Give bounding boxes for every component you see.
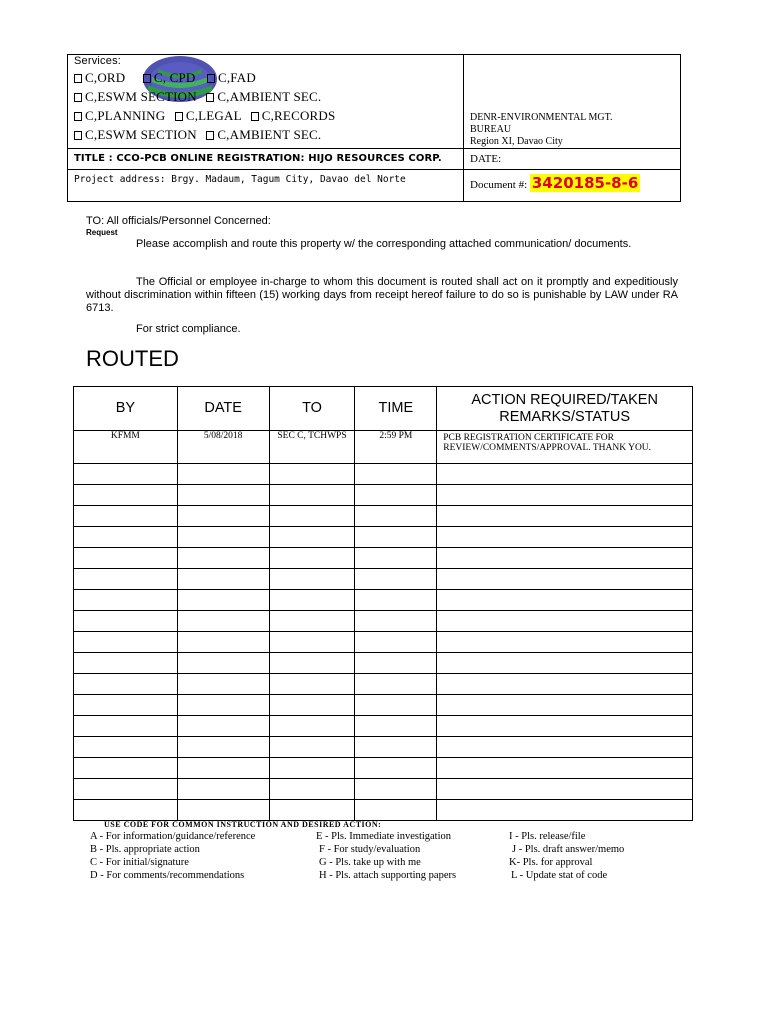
cell-action: PCB REGISTRATION CERTIFICATE FOR REVIEW/COMMENTS/APPROVAL. THANK YOU. [437, 431, 693, 464]
codes-heading: USE CODE FOR COMMON INSTRUCTION AND DESIRED ACTION: [104, 820, 382, 829]
checkbox-icon[interactable] [74, 93, 82, 102]
checkbox-c-ambient-sec[interactable]: C,AMBIENT SEC. [206, 89, 321, 104]
cell-time: 2:59 PM [355, 431, 437, 464]
table-row [74, 569, 693, 590]
table-cell-empty[interactable] [177, 695, 269, 716]
table-cell-empty[interactable] [355, 674, 437, 695]
table-cell-empty[interactable] [269, 611, 355, 632]
table-row [74, 737, 693, 758]
table-cell-empty[interactable] [269, 737, 355, 758]
table-cell-empty[interactable] [74, 464, 178, 485]
table-cell-empty[interactable] [74, 569, 178, 590]
code-e: E - Pls. Immediate investigation [316, 831, 452, 842]
table-row [74, 653, 693, 674]
table-cell-empty[interactable] [355, 506, 437, 527]
table-cell-empty[interactable] [269, 485, 355, 506]
table-cell-empty[interactable] [437, 695, 693, 716]
checkbox-icon[interactable] [74, 131, 82, 140]
table-cell-empty[interactable] [177, 485, 269, 506]
project-address: Project address: Brgy. Madaum, Tagum City, Davao del Norte [74, 174, 406, 185]
table-row [74, 674, 693, 695]
table-row [74, 464, 693, 485]
code-d: D - For comments/recommendations [90, 870, 245, 881]
codes-column-2 [316, 830, 456, 882]
date-label: DATE: [470, 153, 502, 165]
table-cell-empty[interactable] [355, 695, 437, 716]
table-row [74, 527, 693, 548]
table-cell-empty[interactable] [74, 695, 178, 716]
checkbox-icon[interactable] [207, 74, 215, 83]
table-cell-empty[interactable] [437, 569, 693, 590]
header-divider-vertical [463, 54, 464, 202]
table-cell-empty[interactable] [74, 548, 178, 569]
checkbox-icon[interactable] [74, 74, 82, 83]
table-cell-empty[interactable] [437, 716, 693, 737]
table-cell-empty[interactable] [74, 737, 178, 758]
checkbox-c-records[interactable]: C,RECORDS [251, 108, 336, 123]
table-cell-empty[interactable] [355, 548, 437, 569]
table-cell-empty[interactable] [177, 506, 269, 527]
table-cell-empty[interactable] [177, 611, 269, 632]
table-cell-empty[interactable] [269, 548, 355, 569]
table-cell-empty[interactable] [177, 737, 269, 758]
table-cell-empty[interactable] [437, 800, 693, 821]
table-row [74, 548, 693, 569]
table-cell-empty[interactable] [355, 527, 437, 548]
table-cell-empty[interactable] [269, 506, 355, 527]
table-cell-empty[interactable] [437, 632, 693, 653]
routed-heading: ROUTED [86, 346, 179, 371]
table-row [74, 779, 693, 800]
table-cell-empty[interactable] [177, 653, 269, 674]
checkbox-icon[interactable] [175, 112, 183, 121]
header-to: TO [269, 387, 355, 431]
table-cell-empty[interactable] [437, 548, 693, 569]
bureau-name-line1: DENR-ENVIRONMENTAL MGT. [470, 112, 613, 123]
table-cell-empty[interactable] [437, 611, 693, 632]
code-k: K- Pls. for approval [509, 857, 593, 868]
code-a: A - For information/guidance/reference [90, 831, 256, 842]
code-f: F - For study/evaluation [319, 844, 421, 855]
table-cell-empty[interactable] [355, 653, 437, 674]
table-cell-empty[interactable] [269, 716, 355, 737]
checkbox-c-ambient-sec-2[interactable]: C,AMBIENT SEC. [206, 127, 321, 142]
routing-table [73, 386, 693, 821]
table-cell-empty[interactable] [355, 569, 437, 590]
checkbox-c-eswm-section[interactable]: C,ESWM SECTION [74, 89, 197, 104]
table-cell-empty[interactable] [269, 464, 355, 485]
header-time: TIME [355, 387, 437, 431]
table-cell-empty[interactable] [437, 674, 693, 695]
table-cell-empty[interactable] [437, 737, 693, 758]
table-cell-empty[interactable] [74, 800, 178, 821]
code-h: H - Pls. attach supporting papers [319, 870, 457, 881]
table-cell-empty[interactable] [437, 527, 693, 548]
table-cell-empty[interactable] [437, 653, 693, 674]
table-cell-empty[interactable] [74, 779, 178, 800]
codes-column-1 [90, 830, 255, 882]
bureau-region: Region XI, Davao City [470, 136, 563, 147]
paragraph-strict-compliance: For strict compliance. [136, 323, 241, 335]
table-row [74, 590, 693, 611]
table-cell-empty[interactable] [74, 506, 178, 527]
checkbox-c-fad[interactable]: C,FAD [207, 70, 256, 85]
document-number-label: Document #: [470, 179, 528, 191]
table-row [74, 716, 693, 737]
table-cell-empty[interactable] [74, 527, 178, 548]
table-row [74, 431, 693, 464]
services-row-3 [74, 108, 335, 124]
table-cell-empty[interactable] [437, 464, 693, 485]
paragraph-compliance-law: The Official or employee in-charge to whom this document is routed shall act on it promptly and expeditiously without discrimination within fifteen (15) working days from receipt hereof failure to do so is punishable by LAW under RA 6713. [86, 276, 678, 314]
table-cell-empty[interactable] [177, 758, 269, 779]
cell-date: 5/08/2018 [177, 431, 269, 464]
table-cell-empty[interactable] [177, 674, 269, 695]
table-cell-empty[interactable] [74, 716, 178, 737]
checkbox-icon[interactable] [251, 112, 259, 121]
table-row [74, 758, 693, 779]
table-cell-empty[interactable] [437, 506, 693, 527]
checkbox-c-ord[interactable]: C,ORD [74, 70, 125, 85]
table-cell-empty[interactable] [269, 779, 355, 800]
table-cell-empty[interactable] [177, 632, 269, 653]
table-cell-empty[interactable] [74, 590, 178, 611]
table-row [74, 506, 693, 527]
document-title: TITLE : CCO-PCB ONLINE REGISTRATION: HIJO RESOURCES CORP. [74, 153, 442, 164]
header-action-remarks: ACTION REQUIRED/TAKEN REMARKS/STATUS [437, 387, 693, 431]
table-cell-empty[interactable] [355, 611, 437, 632]
table-cell-empty[interactable] [355, 632, 437, 653]
to-line: TO: All officials/Personnel Concerned: [86, 215, 271, 227]
codes-column-3 [509, 830, 624, 882]
table-row [74, 632, 693, 653]
code-g: G - Pls. take up with me [319, 857, 421, 868]
table-cell-empty[interactable] [355, 758, 437, 779]
table-cell-empty[interactable] [177, 716, 269, 737]
table-cell-empty[interactable] [269, 800, 355, 821]
bureau-block [470, 112, 613, 148]
checkbox-c-eswm-section-2[interactable]: C,ESWM SECTION [74, 127, 197, 142]
table-cell-empty[interactable] [177, 548, 269, 569]
code-l: L - Update stat of code [511, 870, 608, 881]
checkbox-c-planning[interactable]: C,PLANNING [74, 108, 165, 123]
document-number: 3420185-8-6 [531, 174, 639, 192]
table-cell-empty[interactable] [177, 779, 269, 800]
table-cell-empty[interactable] [269, 590, 355, 611]
checkbox-icon[interactable] [143, 74, 151, 83]
services-row-1 [74, 70, 256, 86]
paragraph-instruction: Please accomplish and route this property w/ the corresponding attached communication/ documents. [136, 238, 632, 250]
table-cell-empty[interactable] [74, 611, 178, 632]
checkbox-c-cpd[interactable]: C, CPD [143, 70, 196, 85]
table-row [74, 485, 693, 506]
table-cell-empty[interactable] [269, 653, 355, 674]
table-cell-empty[interactable] [177, 590, 269, 611]
header-by: BY [74, 387, 178, 431]
header-divider-title [67, 148, 681, 149]
document-number-field [470, 174, 640, 192]
table-cell-empty[interactable] [269, 527, 355, 548]
table-cell-empty[interactable] [269, 758, 355, 779]
table-cell-empty[interactable] [74, 485, 178, 506]
request-label: Request [86, 228, 118, 237]
table-cell-empty[interactable] [437, 758, 693, 779]
table-cell-empty[interactable] [177, 800, 269, 821]
table-cell-empty[interactable] [355, 800, 437, 821]
table-cell-empty[interactable] [437, 485, 693, 506]
table-cell-empty[interactable] [355, 779, 437, 800]
table-cell-empty[interactable] [177, 464, 269, 485]
table-cell-empty[interactable] [437, 590, 693, 611]
cell-to: SEC C, TCHWPS [269, 431, 355, 464]
table-cell-empty[interactable] [355, 716, 437, 737]
services-row-4 [74, 127, 321, 143]
services-row-2 [74, 89, 321, 105]
checkbox-c-legal[interactable]: C,LEGAL [175, 108, 241, 123]
table-cell-empty[interactable] [269, 632, 355, 653]
services-label: Services: [74, 55, 122, 67]
table-cell-empty[interactable] [74, 674, 178, 695]
checkbox-icon[interactable] [206, 93, 214, 102]
table-cell-empty[interactable] [177, 527, 269, 548]
code-c: C - For initial/signature [90, 857, 189, 868]
header-date: DATE [177, 387, 269, 431]
table-cell-empty[interactable] [74, 758, 178, 779]
table-cell-empty[interactable] [355, 464, 437, 485]
table-cell-empty[interactable] [269, 569, 355, 590]
header-divider-address [67, 169, 681, 170]
table-cell-empty[interactable] [355, 590, 437, 611]
table-cell-empty[interactable] [177, 569, 269, 590]
cell-by: KFMM [74, 431, 178, 464]
table-row [74, 800, 693, 821]
code-b: B - Pls. appropriate action [90, 844, 200, 855]
table-cell-empty[interactable] [355, 485, 437, 506]
table-cell-empty[interactable] [355, 737, 437, 758]
table-cell-empty[interactable] [437, 779, 693, 800]
table-cell-empty[interactable] [269, 695, 355, 716]
checkbox-icon[interactable] [206, 131, 214, 140]
table-header-row [74, 387, 693, 431]
code-j: J - Pls. draft answer/memo [512, 844, 625, 855]
bureau-name-line2: BUREAU [470, 124, 512, 135]
table-cell-empty[interactable] [269, 674, 355, 695]
table-cell-empty[interactable] [74, 632, 178, 653]
table-row [74, 695, 693, 716]
code-i: I - Pls. release/file [509, 831, 586, 842]
table-row [74, 611, 693, 632]
checkbox-icon[interactable] [74, 112, 82, 121]
table-cell-empty[interactable] [74, 653, 178, 674]
